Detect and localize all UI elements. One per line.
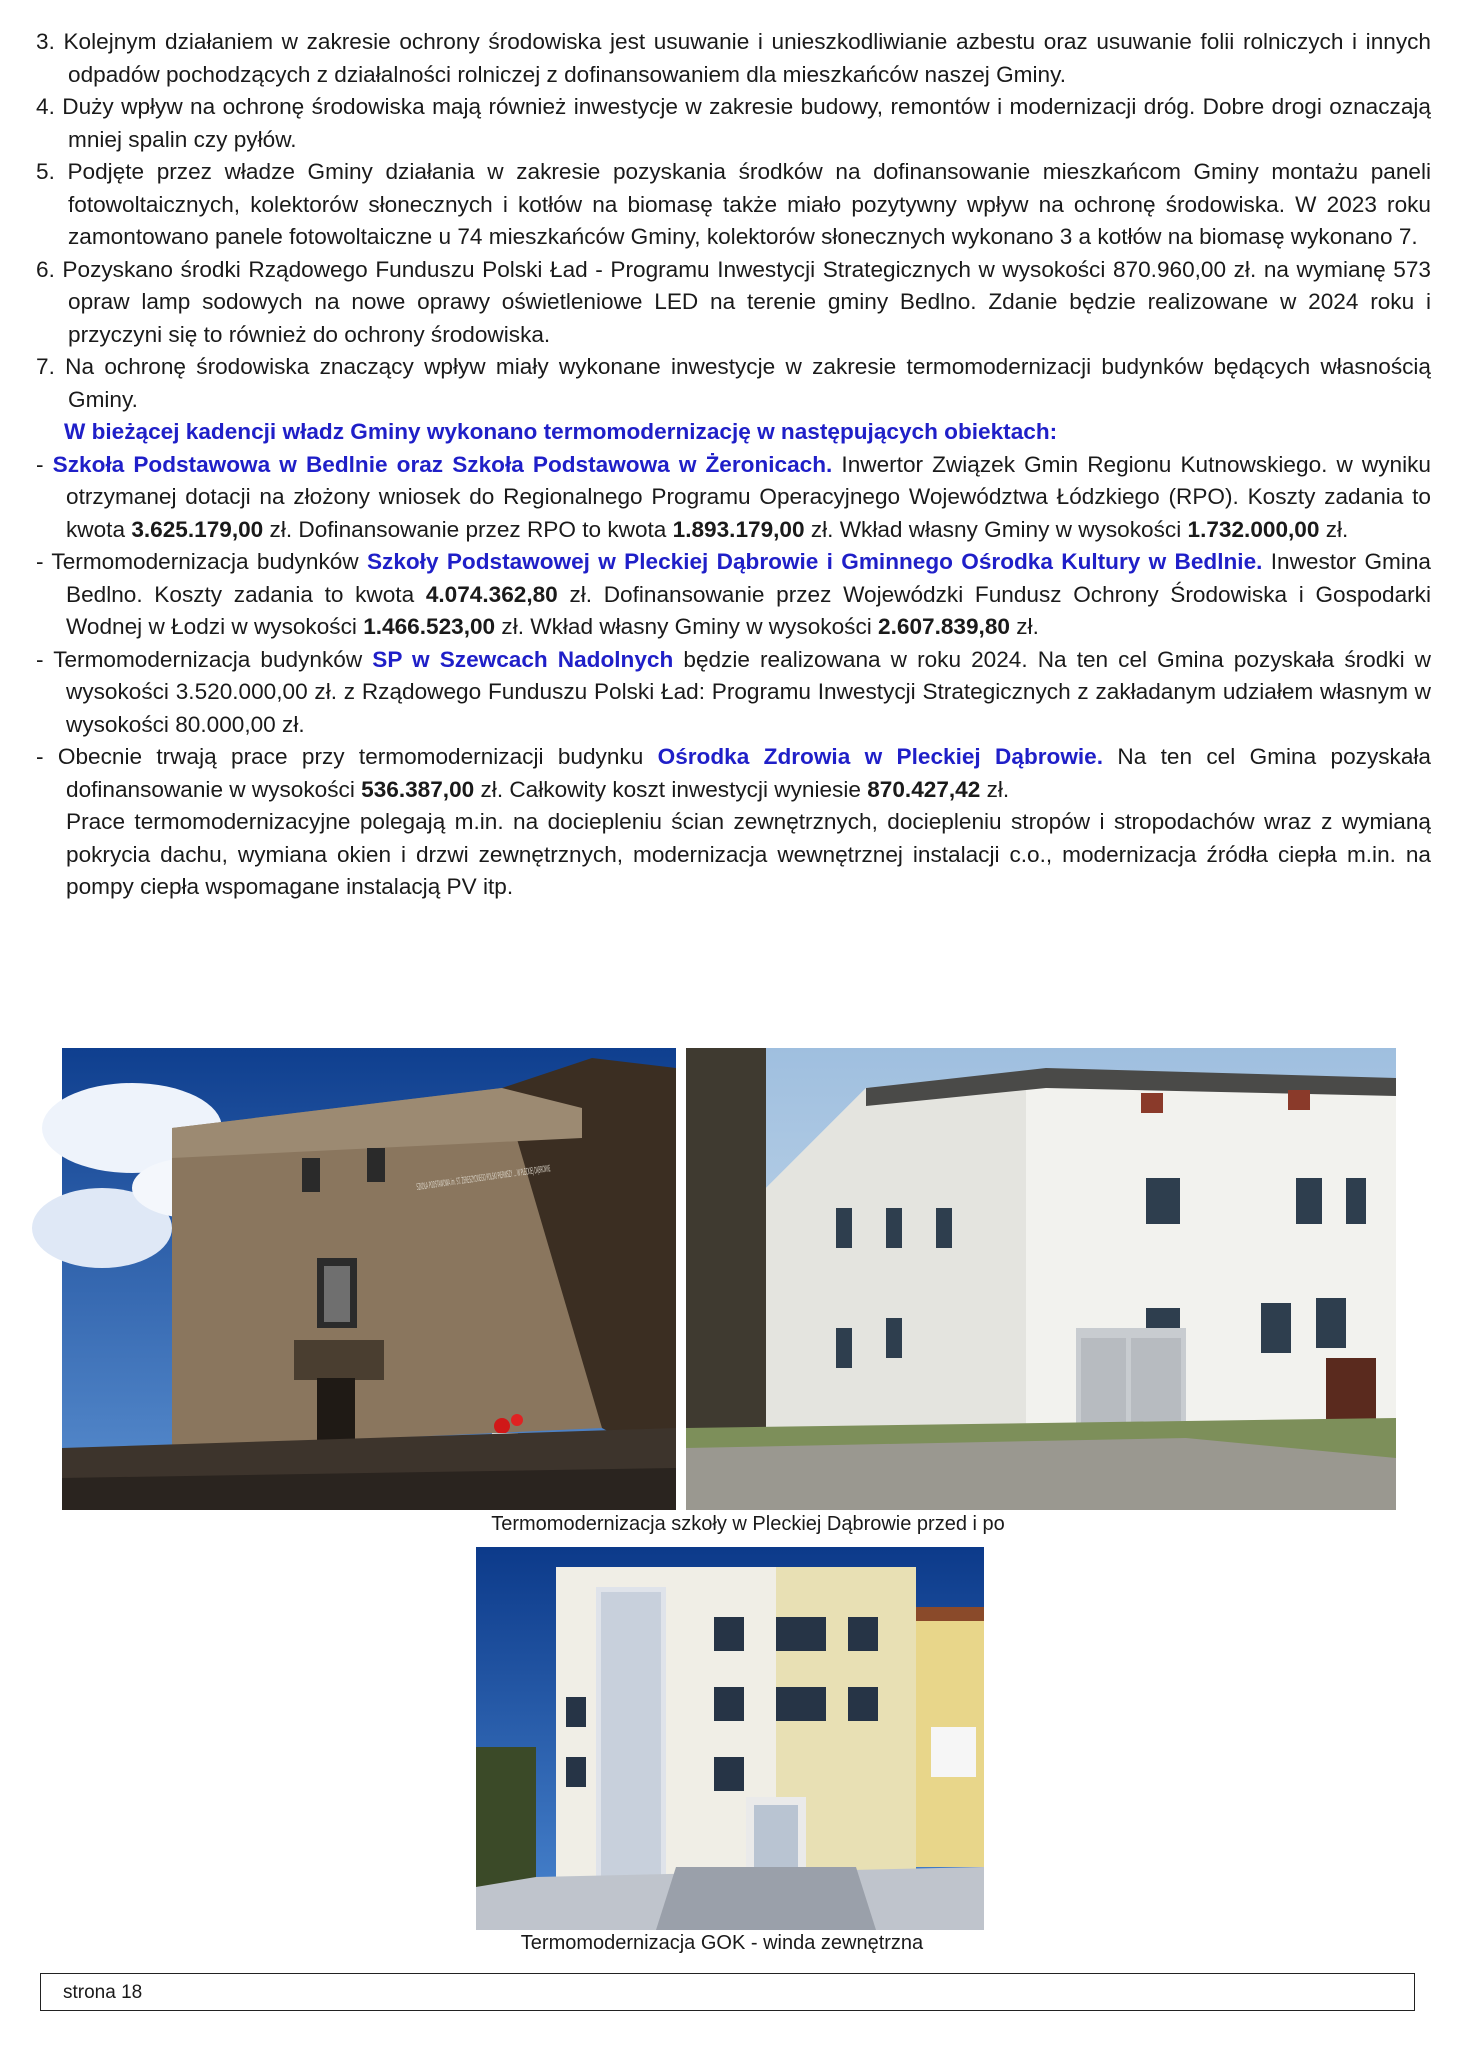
investment-1-name: Szkoła Podstawowa w Bedlnie oraz Szkoła Podstawowa w Żeronicach. <box>52 451 833 477</box>
investment-2: - Termomodernizacja budynków Szkoły Podstawowej w Pleckiej Dąbrowie i Gminnego Ośrodka Kultury w Bedlnie. Inwestor Gmina Bedlno. Koszty zadania to kwota 4.074.362,80 zł. Dofinansowanie przez Wojewódzki Fundusz Ochrony Środowiska i Gospodarki Wodnej w Łodzi w wysokości 1.466.523,00 zł. Wkład własny Gminy w wysokości 2.607.839,80 zł. <box>36 549 1431 639</box>
investment-2-name: Szkoły Podstawowej w Pleckiej Dąbrowie i Gminnego Ośrodka Kultury w Bedlnie. <box>366 549 1263 574</box>
section-heading: W bieżącej kadencji władz Gminy wykonano termomodernizację w następujących obiektach: <box>64 419 1058 444</box>
closing-paragraph: Prace termomodernizacyjne polegają m.in. na dociepleniu ścian zewnętrznych, dociepleniu stropów i stropodachów wraz z wymianą pokrycia dachu, wymiana okien i drzwi zewnętrznych, modernizacja wewnętrznej instalacji c.o., modernizacja źródła ciepła m.in. na pompy ciepła wspomagane instalacją PV itp. <box>66 809 1431 899</box>
caption-school: Termomodernizacja szkoły w Pleckiej Dąbrowie przed i po <box>491 1513 1005 1535</box>
investment-3: - Termomodernizacja budynków SP w Szewcach Nadolnych będzie realizowana w roku 2024. Na ten cel Gmina pozyskała środki w wysokości 3.520.000,00 zł. z Rządowego Funduszu Polski Ład: Programu Inwestycji Strategicznych z zakładanym udziałem własnym w wysokości 80.000,00 zł. <box>36 646 1431 737</box>
investment-3-name: SP w Szewcach Nadolnych <box>372 646 674 672</box>
school-after-photo <box>686 1048 1396 1510</box>
gok-elevator-photo <box>476 1547 984 1930</box>
page-number: strona 18 <box>63 1982 143 2003</box>
item-5: 5. Podjęte przez władze Gminy działania w zakresie pozyskania środków na dofinansowanie mieszkańcom Gminy montażu paneli fotowoltaicznych, kolektorów słonecznych i kotłów na biomasę także miało pozytywny wpływ na ochronę środowiska. W 2023 roku zamontowano panele fotowoltaiczne u 74 mieszkańców Gminy, kolektorów słonecznych wykonano 3 a kotłów na biomasę wykonano 7. <box>36 159 1431 249</box>
investment-4: - Obecnie trwają prace przy termomodernizacji budynku Ośrodka Zdrowia w Pleckiej Dąbrowie. Na ten cel Gmina pozyskała dofinansowanie w wysokości 536.387,00 zł. Całkowity koszt inwestycji wyniesie 870.427,42 zł. <box>36 744 1431 802</box>
investment-1: - Szkoła Podstawowa w Bedlnie oraz Szkoła Podstawowa w Żeronicach. Inwertor Związek Gmin Regionu Kutnowskiego. w wyniku otrzymanej dotacji na złożony wniosek do Regionalnego Programu Operacyjnego Województwa Łódzkiego (RPO). Koszty zadania to kwota 3.625.179,00 zł. Dofinansowanie przez RPO to kwota 1.893.179,00 zł. Wkład własny Gminy w wysokości 1.732.000,00 zł. <box>36 451 1431 542</box>
footer-box <box>40 1973 1415 2011</box>
page-body <box>36 26 1431 904</box>
item-6: 6. Pozyskano środki Rządowego Funduszu Polski Ład - Programu Inwestycji Strategicznych w wysokości 870.960,00 zł. na wymianę 573 opraw lamp sodowych na nowe oprawy oświetleniowe LED na terenie gminy Bedlno. Zdanie będzie realizowane w 2024 roku i przyczyni się to również do ochrony środowiska. <box>36 256 1431 347</box>
investment-4-name: Ośrodka Zdrowia w Pleckiej Dąbrowie. <box>657 744 1104 769</box>
school-before-photo <box>62 1048 676 1510</box>
caption-gok: Termomodernizacja GOK - winda zewnętrzna <box>520 1932 924 1954</box>
item-7: 7. Na ochronę środowiska znaczący wpływ miały wykonane inwestycje w zakresie termomodernizacji budynków będących własnością Gminy. <box>36 354 1431 412</box>
item-3: 3. Kolejnym działaniem w zakresie ochrony środowiska jest usuwanie i unieszkodliwianie azbestu oraz usuwanie folii rolniczych i innych odpadów pochodzących z działalności rolniczej z dofinansowaniem dla mieszkańców naszej Gminy. <box>36 29 1431 87</box>
item-4: 4. Duży wpływ na ochronę środowiska mają również inwestycje w zakresie budowy, remontów i modernizacji dróg. Dobre drogi oznaczają mniej spalin czy pyłów. <box>36 94 1431 152</box>
